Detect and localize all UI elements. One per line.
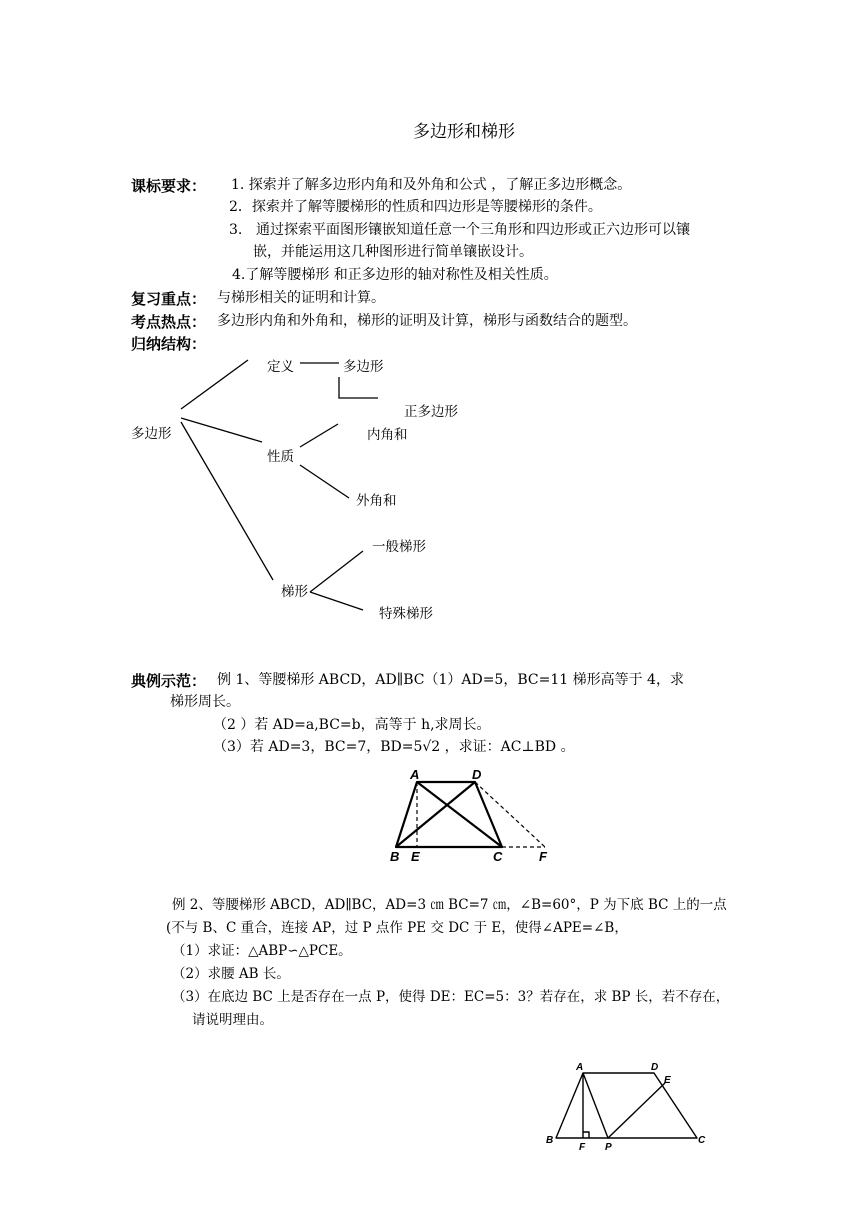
example1-label-A: A [410, 767, 420, 782]
structure-general-trapezoid: 一般梯形 [372, 539, 426, 555]
requirement-item-2: 2．探索并了解等腰梯形的性质和四边形是等腰梯形的条件。 [229, 199, 602, 215]
example2-question2: （2）求腰 AB 长。 [172, 966, 290, 982]
example2-label-C: C [698, 1135, 706, 1146]
example2-label-P: P [605, 1142, 612, 1153]
example2-question3-cont: 请说明理由。 [192, 1012, 273, 1028]
structure-polygon: 多边形 [343, 359, 384, 375]
example2-label-A: A [576, 1062, 584, 1073]
example2-line2: (不与 B、C 重合，连接 AP，过 P 点作 PE 交 DC 于 E，使得∠APE=∠B， [166, 920, 628, 936]
structure-special-trapezoid: 特殊梯形 [379, 606, 433, 622]
structure-definition: 定义 [267, 359, 294, 375]
structure-exterior-sum: 外角和 [356, 493, 397, 509]
page-title: 多边形和梯形 [413, 122, 515, 142]
example1-line1: 例 1、等腰梯形 ABCD，AD∥BC（1）AD=5，BC=11 梯形高等于 4，求 [217, 672, 684, 688]
example1-label-C: C [493, 849, 503, 864]
examples-label: 典例示范： [131, 672, 207, 690]
requirement-item-3: 通过探索平面图形镶嵌知道任意一个三角形和四边形或正六边形可以镶 [256, 222, 690, 238]
example2-label-F: F [579, 1142, 586, 1153]
example1-label-E: E [411, 849, 420, 864]
requirement-item-3-number: 3. [229, 222, 243, 238]
structure-interior-sum: 内角和 [367, 427, 408, 443]
example2-line1: 例 2、等腰梯形 ABCD，AD∥BC，AD=3 ㎝ BC=7 ㎝，∠B=60°，P 为下底 BC 上的一点 [172, 897, 727, 913]
example1-line2: 梯形周长。 [170, 694, 240, 710]
example1-question2: （2 ）若 AD=a,BC=b，高等于 h,求周长。 [213, 717, 491, 733]
structure-regular-polygon: 正多边形 [404, 404, 458, 420]
example2-label-E: E [664, 1075, 671, 1086]
example1-label-B: B [390, 849, 400, 864]
requirement-item-3-cont: 嵌，并能运用这几种图形进行简单镶嵌设计。 [253, 244, 533, 260]
requirement-item-1: 1. 探索并了解多边形内角和及外角和公式 ，了解正多边形概念。 [231, 177, 632, 193]
example1-label-F: F [539, 849, 547, 864]
example2-label-B: B [546, 1135, 554, 1146]
structure-trapezoid: 梯形 [281, 584, 308, 600]
example1-label-D: D [472, 767, 482, 782]
review-label: 复习重点： [131, 290, 207, 308]
hotspot-text: 多边形内角和外角和，梯形的证明及计算，梯形与函数结合的题型。 [217, 313, 637, 329]
example1-question3: （3）若 AD=3，BC=7，BD=5√2 ，求证：AC⊥BD 。 [213, 739, 575, 755]
structure-property: 性质 [267, 449, 294, 465]
example2-question3: （3）在底边 BC 上是否存在一点 P，使得 DE：EC=5：3？若存在，求 BP 长，若不存在， [172, 989, 730, 1005]
structure-label: 归纳结构： [131, 335, 207, 353]
requirements-label: 课标要求： [131, 177, 207, 195]
example2-question1: （1）求证：△ABP∽△PCE。 [172, 943, 352, 959]
requirement-item-4: 4.了解等腰梯形 和正多边形的轴对称性及相关性质。 [232, 267, 558, 283]
hotspot-label: 考点热点： [131, 313, 207, 331]
review-text: 与梯形相关的证明和计算。 [217, 290, 385, 306]
example2-label-D: D [651, 1062, 659, 1073]
structure-root: 多边形 [131, 426, 172, 442]
